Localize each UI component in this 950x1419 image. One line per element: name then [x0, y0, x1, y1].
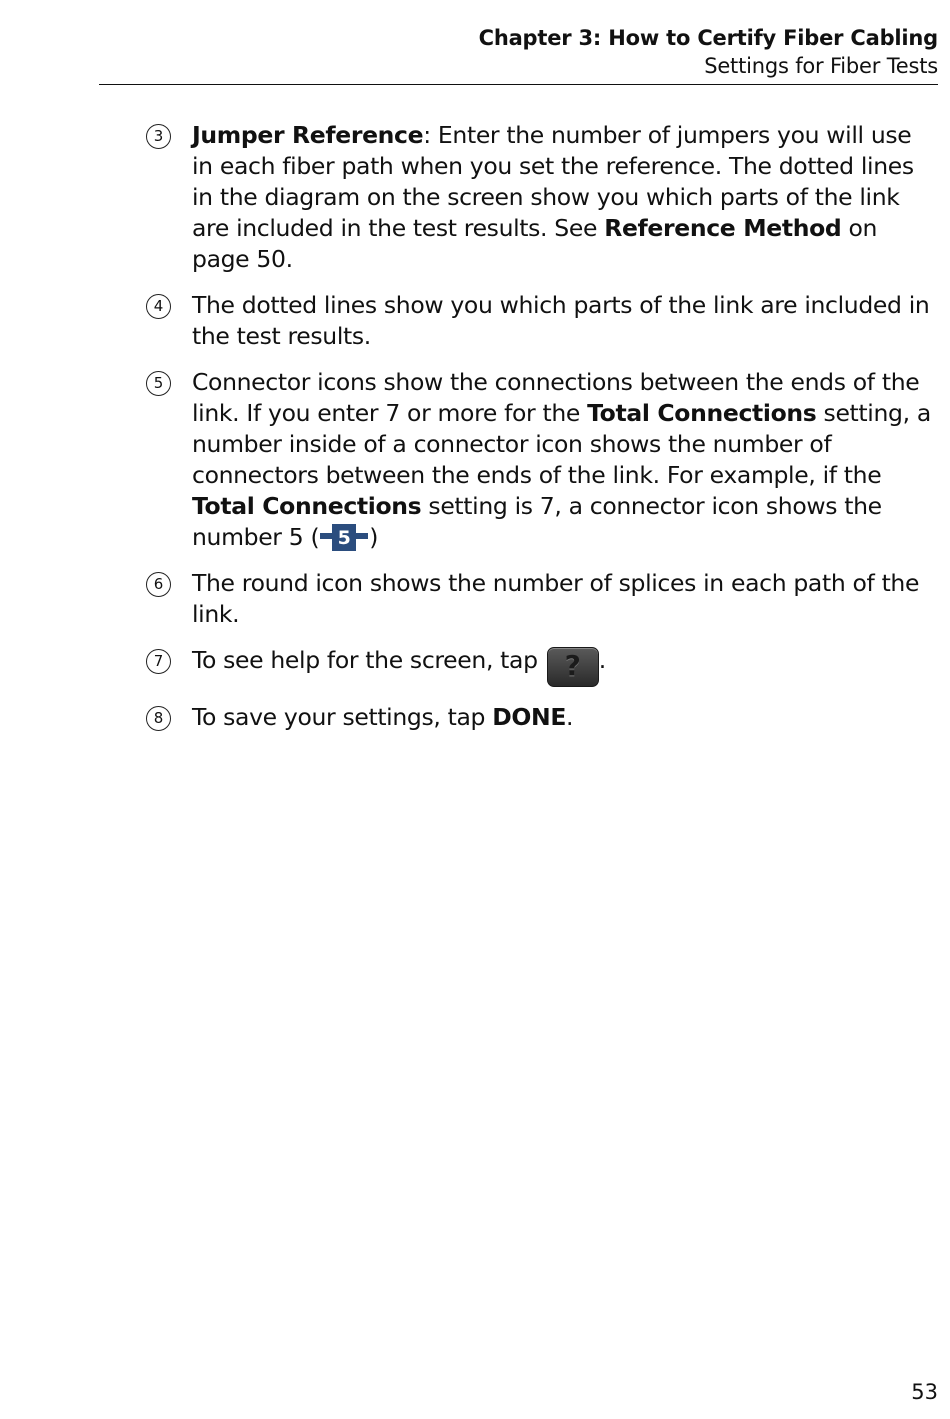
- callout-list: [144, 120, 938, 748]
- callout-tail: .: [598, 646, 606, 674]
- callout-body: Connector icons show the connections between the ends of the link. If you enter 7 or more for the: [192, 368, 920, 427]
- callout-body: setting, a number inside of a connector icon shows the number of connectors between the ends of the link. For example, if the: [192, 399, 931, 489]
- callout-number: 4: [146, 294, 171, 319]
- callout-text: The round icon shows the number of splices in each path of the link.: [192, 569, 920, 628]
- section-title: Settings for Fiber Tests: [704, 54, 938, 78]
- term-total-connections: Total Connections: [192, 492, 422, 520]
- callout-number: 5: [146, 371, 171, 396]
- callout-tail: .: [566, 703, 574, 731]
- term-total-connections: Total Connections: [587, 399, 817, 427]
- callout-text: [192, 646, 606, 682]
- callout-item-3: [144, 120, 938, 275]
- callout-tail: on page 50.: [192, 214, 878, 273]
- connector-count: 5: [332, 524, 356, 551]
- callout-item-8: [144, 702, 938, 733]
- page-number: 53: [911, 1380, 938, 1404]
- chapter-title: Chapter 3: How to Certify Fiber Cabling: [478, 26, 938, 50]
- callout-text: [192, 121, 914, 273]
- term-done: DONE: [492, 703, 567, 731]
- callout-item-4: [144, 290, 938, 352]
- callout-number: 8: [146, 706, 171, 731]
- callout-body: To save your settings, tap: [192, 703, 493, 731]
- callout-number: 7: [146, 649, 171, 674]
- help-icon: ?: [547, 647, 599, 687]
- callout-text: [192, 368, 931, 551]
- callout-body: To see help for the screen, tap: [192, 646, 545, 674]
- callout-item-6: [144, 568, 938, 630]
- callout-number: 3: [146, 124, 171, 149]
- term-jumper-reference: Jumper Reference: [192, 121, 424, 149]
- callout-number: 6: [146, 572, 171, 597]
- ref-reference-method: Reference Method: [604, 214, 842, 242]
- callout-tail: ): [369, 523, 379, 551]
- callout-body: : Enter the number of jumpers you will use in each fiber path when you set the reference. The dotted lines in the diagram on the screen show you which parts of the link are included in the test results. See: [192, 121, 914, 242]
- connector-icon: [320, 523, 368, 551]
- callout-item-7: [144, 645, 938, 687]
- callout-item-5: [144, 367, 938, 553]
- page-header: [99, 24, 938, 85]
- callout-text: The dotted lines show you which parts of the link are included in the test results.: [192, 291, 930, 350]
- callout-body: setting is 7, a connector icon shows the number 5 (: [192, 492, 882, 551]
- callout-text: [192, 703, 573, 731]
